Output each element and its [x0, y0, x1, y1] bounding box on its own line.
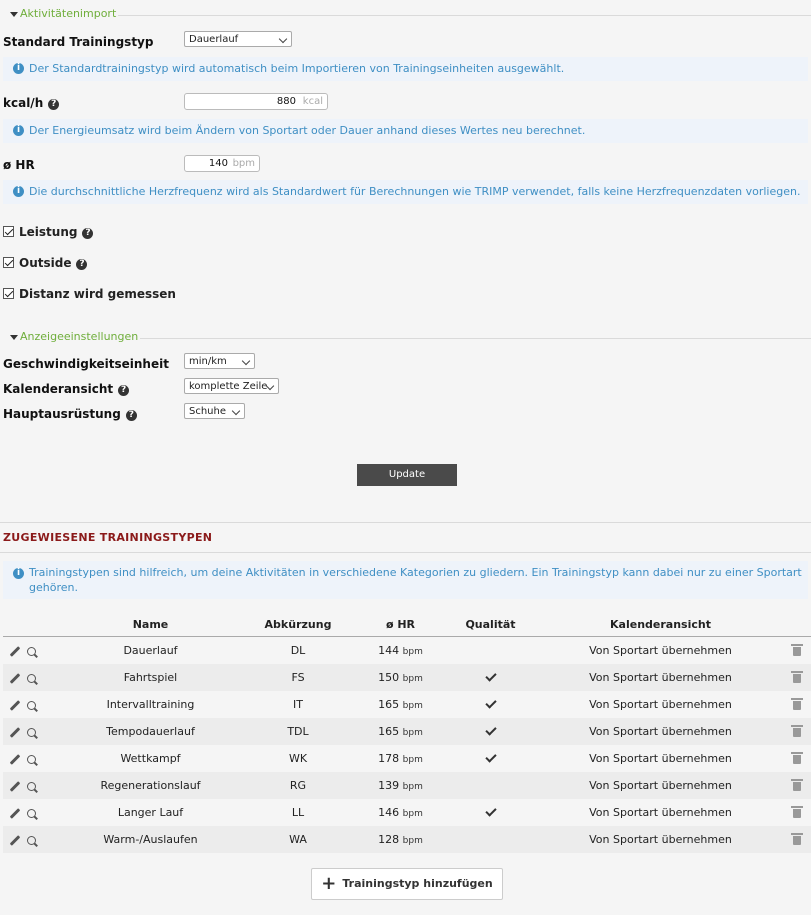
help-icon[interactable]: ? [48, 99, 59, 110]
pencil-icon[interactable] [10, 754, 21, 765]
add-button-label: Trainingstyp hinzufügen [342, 877, 493, 890]
outside-checkbox[interactable] [3, 257, 14, 268]
hr-input[interactable] [184, 155, 260, 172]
leistung-label [19, 225, 93, 239]
update-button[interactable]: Update [357, 464, 457, 486]
row-delete [783, 826, 811, 853]
checkmark-icon [5, 289, 13, 297]
row-name: Langer Lauf [63, 799, 238, 826]
row-quality [443, 772, 538, 799]
hr-unit: bpm [232, 158, 255, 169]
kcal-label [3, 96, 59, 110]
pencil-icon[interactable] [10, 781, 21, 792]
table-row [3, 637, 811, 665]
row-quality [443, 718, 538, 745]
row-actions [3, 745, 63, 772]
help-icon[interactable]: ? [82, 228, 93, 239]
info-text: Der Energieumsatz wird beim Ändern von Sportart oder Dauer anhand dieses Wertes neu berechnet. [29, 124, 586, 137]
equipment-label [3, 407, 137, 421]
row-hr [358, 718, 443, 745]
divider [0, 552, 811, 553]
row-delete [783, 691, 811, 718]
checkmark-icon [485, 670, 496, 681]
row-abbr: RG [238, 772, 358, 799]
outside-label [19, 256, 87, 270]
row-quality [443, 637, 538, 665]
types-section-title: ZUGEWIESENE TRAININGSTYPEN [3, 531, 213, 544]
distance-label: Distanz wird gemessen [19, 287, 176, 301]
search-icon[interactable] [27, 836, 36, 845]
info-text: Trainingstypen sind hilfreich, um deine Aktivitäten in verschiedene Kategorien zu gliedern. Ein Trainingstyp kann dabei nur zu einer Sportart gehören. [29, 566, 802, 594]
display-section-title: Anzeigeeinstellungen [20, 330, 139, 343]
hr-value: 140 [208, 158, 228, 169]
table-row [3, 772, 811, 799]
table-row [3, 718, 811, 745]
trash-icon[interactable] [793, 728, 801, 737]
row-name: Warm-/Auslaufen [63, 826, 238, 853]
pencil-icon[interactable] [10, 673, 21, 684]
row-quality [443, 664, 538, 691]
standard-type-select[interactable] [184, 31, 292, 47]
kcal-value: 880 [276, 96, 296, 107]
row-hr [358, 772, 443, 799]
row-abbr: WA [238, 826, 358, 853]
trash-icon[interactable] [793, 782, 801, 791]
row-abbr: TDL [238, 718, 358, 745]
row-actions [3, 799, 63, 826]
row-delete [783, 664, 811, 691]
row-hr-value: 150 [378, 671, 400, 684]
row-delete [783, 718, 811, 745]
row-hr [358, 745, 443, 772]
row-actions [3, 691, 63, 718]
row-actions [3, 826, 63, 853]
equipment-select[interactable] [184, 403, 245, 419]
row-actions [3, 718, 63, 745]
chevron-down-icon [232, 407, 240, 415]
trash-icon[interactable] [793, 836, 801, 845]
table-row [3, 799, 811, 826]
trash-icon[interactable] [793, 755, 801, 764]
table-row [3, 826, 811, 853]
pencil-icon[interactable] [10, 835, 21, 846]
trash-icon[interactable] [793, 701, 801, 710]
row-hr-unit: bpm [402, 701, 423, 711]
kcal-info [3, 119, 808, 143]
search-icon[interactable] [27, 782, 36, 791]
row-abbr: WK [238, 745, 358, 772]
import-section-header[interactable] [0, 7, 811, 23]
speed-label: Geschwindigkeitseinheit [3, 357, 169, 371]
row-actions [3, 637, 63, 665]
equipment-value: Schuhe [189, 406, 227, 417]
row-hr-value: 165 [378, 698, 400, 711]
import-section-title: Aktivitätenimport [20, 7, 117, 20]
row-calendar: Von Sportart übernehmen [538, 745, 783, 772]
plus-icon: + [321, 873, 337, 894]
chevron-down-icon [242, 357, 250, 365]
search-icon[interactable] [27, 701, 36, 710]
collapse-triangle-icon [10, 12, 18, 17]
kcal-label-text: kcal/h [3, 96, 44, 110]
row-name: Fahrtspiel [63, 664, 238, 691]
calendar-label [3, 382, 129, 396]
row-hr [358, 637, 443, 665]
checkmark-icon [485, 724, 496, 735]
pencil-icon[interactable] [10, 808, 21, 819]
table-row [3, 664, 811, 691]
checkmark-icon [5, 227, 13, 235]
row-abbr: DL [238, 637, 358, 665]
distance-checkbox[interactable] [3, 288, 14, 299]
speed-select[interactable] [184, 353, 255, 369]
header-actions [3, 612, 63, 637]
header-name: Name [63, 612, 238, 637]
hr-label: ø HR [3, 158, 35, 172]
outside-label-text: Outside [19, 256, 72, 270]
standard-type-info [3, 57, 808, 81]
row-abbr: IT [238, 691, 358, 718]
row-hr-unit: bpm [402, 782, 423, 792]
row-name: Regenerationslauf [63, 772, 238, 799]
row-calendar: Von Sportart übernehmen [538, 772, 783, 799]
row-delete [783, 772, 811, 799]
row-name: Tempodauerlauf [63, 718, 238, 745]
row-hr [358, 664, 443, 691]
row-calendar: Von Sportart übernehmen [538, 691, 783, 718]
row-abbr: FS [238, 664, 358, 691]
row-calendar: Von Sportart übernehmen [538, 799, 783, 826]
row-hr-unit: bpm [402, 728, 423, 738]
header-delete [783, 612, 811, 637]
row-abbr: LL [238, 799, 358, 826]
table-header-row [3, 612, 811, 637]
row-hr-value: 144 [378, 644, 400, 657]
row-name: Dauerlauf [63, 637, 238, 665]
row-hr-value: 178 [378, 752, 400, 765]
row-hr [358, 826, 443, 853]
equipment-label-text: Hauptausrüstung [3, 407, 121, 421]
kcal-input[interactable] [184, 93, 328, 110]
help-icon[interactable]: ? [118, 385, 129, 396]
row-quality [443, 826, 538, 853]
types-info [3, 561, 808, 599]
row-hr-value: 146 [378, 806, 400, 819]
calendar-label-text: Kalenderansicht [3, 382, 114, 396]
info-icon: i [13, 125, 24, 136]
row-delete [783, 637, 811, 665]
divider [140, 338, 811, 339]
help-icon[interactable]: ? [76, 259, 87, 270]
kcal-unit: kcal [302, 96, 323, 107]
collapse-triangle-icon [10, 335, 18, 340]
trash-icon[interactable] [793, 647, 801, 656]
calendar-select[interactable] [184, 378, 279, 394]
pencil-icon[interactable] [10, 646, 21, 657]
row-hr-unit: bpm [402, 674, 423, 684]
chevron-down-icon [279, 35, 287, 43]
row-hr [358, 691, 443, 718]
row-delete [783, 799, 811, 826]
row-hr-value: 128 [378, 833, 400, 846]
row-hr-unit: bpm [402, 647, 423, 657]
trash-icon[interactable] [793, 809, 801, 818]
header-abbr: Abkürzung [238, 612, 358, 637]
standard-type-label: Standard Trainingstyp [3, 35, 154, 49]
table-row [3, 691, 811, 718]
row-hr-value: 165 [378, 725, 400, 738]
hr-info [3, 180, 808, 204]
row-calendar: Von Sportart übernehmen [538, 718, 783, 745]
row-hr-value: 139 [378, 779, 400, 792]
standard-type-value: Dauerlauf [189, 34, 239, 45]
search-icon[interactable] [27, 728, 36, 737]
row-hr-unit: bpm [402, 809, 423, 819]
leistung-checkbox[interactable] [3, 226, 14, 237]
info-text: Der Standardtrainingstyp wird automatisch beim Importieren von Trainingseinheiten ausgewählt. [29, 62, 565, 75]
pencil-icon[interactable] [10, 700, 21, 711]
row-quality [443, 799, 538, 826]
info-icon: i [13, 63, 24, 74]
row-quality [443, 691, 538, 718]
search-icon[interactable] [27, 674, 36, 683]
trash-icon[interactable] [793, 674, 801, 683]
row-delete [783, 745, 811, 772]
info-icon: i [13, 186, 24, 197]
info-text: Die durchschnittliche Herzfrequenz wird als Standardwert für Berechnungen wie TRIMP verwendet, falls keine Herzfrequenzdaten vorliegen. [29, 185, 801, 198]
row-hr-unit: bpm [402, 755, 423, 765]
row-hr [358, 799, 443, 826]
speed-value: min/km [189, 356, 227, 367]
row-calendar: Von Sportart übernehmen [538, 637, 783, 665]
row-quality [443, 745, 538, 772]
checkmark-icon [5, 258, 13, 266]
search-icon[interactable] [27, 647, 36, 656]
header-quality: Qualität [443, 612, 538, 637]
divider [0, 522, 811, 523]
training-types-table [3, 612, 811, 853]
row-calendar: Von Sportart übernehmen [538, 826, 783, 853]
row-actions [3, 664, 63, 691]
display-section-header[interactable] [0, 330, 811, 346]
pencil-icon[interactable] [10, 727, 21, 738]
add-training-type-button[interactable] [311, 868, 503, 900]
calendar-value: komplette Zeile [189, 381, 268, 392]
leistung-label-text: Leistung [19, 225, 78, 239]
checkmark-icon [485, 751, 496, 762]
row-name: Intervalltraining [63, 691, 238, 718]
info-icon: i [13, 568, 24, 579]
search-icon[interactable] [27, 809, 36, 818]
search-icon[interactable] [27, 755, 36, 764]
row-name: Wettkampf [63, 745, 238, 772]
header-calendar: Kalenderansicht [538, 612, 783, 637]
row-hr-unit: bpm [402, 836, 423, 846]
row-calendar: Von Sportart übernehmen [538, 664, 783, 691]
table-row [3, 745, 811, 772]
help-icon[interactable]: ? [126, 410, 137, 421]
row-actions [3, 772, 63, 799]
divider [118, 15, 811, 16]
header-hr: ø HR [358, 612, 443, 637]
checkmark-icon [485, 697, 496, 708]
checkmark-icon [485, 805, 496, 816]
